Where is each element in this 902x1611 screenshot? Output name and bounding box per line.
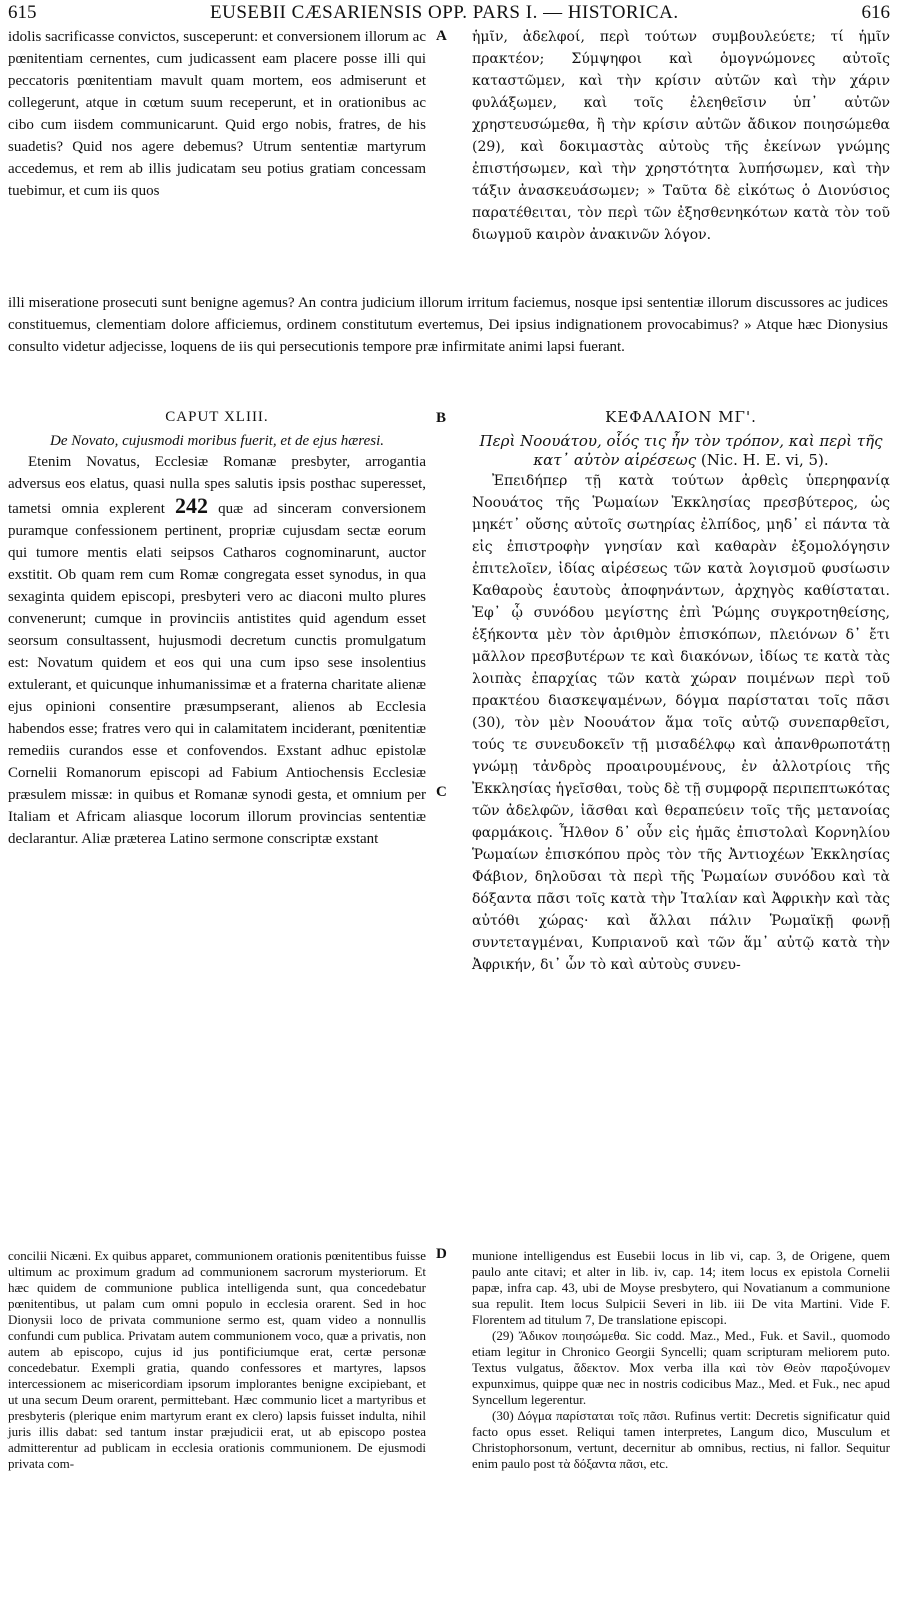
full-width-latin-text: illi miseratione prosecuti sunt benigne agemus? An contra judicium illorum irritum faciemus, nosque ipsi sententiæ illorum discussores ac judices constituemus, clementiam dolore afficiemus, ordinem constitutum evertemus, Dei ipsius indignationem provocabimus? » Atque hæc Dionysius consulto videtur adjecisse, loquens de iis qui persecutionis tempore præ infirmitate animi lapsi fuerant. — [8, 295, 888, 355]
latin-chapter-column — [8, 404, 426, 850]
latin-body-before: Etenim Novatus, Ecclesiæ Romanæ presbyter, arrogantia adversus eos elatus, quasi nulla spes salutis ipsis posthac superesset, tametsi omnia explerent — [8, 454, 426, 517]
margin-marker-b: B — [436, 410, 447, 426]
latin-chapter-body — [8, 451, 426, 850]
right-page-number: 616 — [861, 2, 890, 23]
greek-chapter-subtitle — [472, 432, 890, 470]
greek-subtitle-text: Περὶ Νοουάτου, οἷός τις ἦν τὸν τρόπον, καὶ περὶ τῆς κατ᾽ αὐτὸν αἱρέσεως — [479, 432, 883, 469]
footnote-left-text: concilii Nicæni. Ex quibus apparet, communionem orationis pœnitentibus fuisse ultimum ac proximum gradum ad communionem sacrorum mysteriorum. Et hæc quidem de communione publica intelligenda sunt, qua concedebatur pœnitentibus, ut palam cum omni populo in ecclesia orarent. Sed in hoc Dionysii loco de privata communione sermo est, quam video a nonnullis confundi cum publica. Privatam autem communionem voco, quæ a privatis, non autem ab episcopo, cujus id jus pontificiumque erat, certæ personæ concedebatur. Exempli gratia, quando confessores et martyres, lapsos intercessionem ac misericordiam ipsorum implorantes benigne excipiebant, et ut una secum Deum orarent, permittebant. Hæc communio licet a martyribus et presbyteris (plerique enim martyrum erant ex clero) lapsis fuisset indulta, nihil juris illis dabat: sed tantum instar præjudicii erat, ut ab episcopo postea admitterentur ad publicam in ecclesia orationis communionem. De ejusmodi privata com- — [8, 1248, 426, 1471]
margin-number: 242 — [175, 493, 209, 518]
footnotes-left — [8, 1248, 426, 1472]
margin-marker-a: A — [436, 28, 447, 44]
latin-chapter-subtitle: De Novato, cujusmodi moribus fuerit, et de ejus hæresi. — [50, 433, 384, 449]
greek-subtitle-ref: (Nic. H. E. vi, 5). — [700, 451, 829, 469]
footnote-29: (29) Ἄδικον ποιησώμεθα. Sic codd. Maz., Med., Fuk. et Savil., quomodo etiam legitur in Chronico Georgii Syncelli; quam scripturam meliorem puto. Textus vulgatus, ἄδεκτον. Mox verba illa καὶ τὸν Θεὸν παροξύνομεν expunximus, quippe quæ nec in nostris codicibus Maz., Med. et Fuk., nec apud Syncellum legerentur. — [472, 1328, 890, 1407]
latin-body-after: quæ ad sinceram conversionem puramque confessionem pertinent, propriæ cujusdam sectæ eorum qui tumore mentis elati seipsos Catharos cognominarunt, auctor exstitit. Ob quam rem cum Romæ congregata esset synodus, in qua sexaginta quidem episcopi, presbyteri vero ac diaconi multo plures convenerunt; cumque in provinciis antistites quid agendum esset seorsum consultassent, hujusmodi decretum cunctis promulgatum est: Novatum quidem et eos qui una cum ipso sese insolentius extulerant, et quicunque inhumanissimæ et a fraterna charitate alienæ ejus opinioni consentire præsumpserant, alienos ab Ecclesia habendos esse; fratres vero qui in calamitatem inciderant, pœnitentiæ remediis curandos esse et confovendos. Exstant adhuc epistolæ Cornelii Romanorum episcopi ad Fabium Antiochensis Ecclesiæ præsulem missæ: in quibus et Romanæ synodi gesta, et omnium per Italiam et Africam aliasque locorum illorum provincias sententiæ declarantur. Aliæ præterea Latino sermone conscriptæ exstant — [8, 501, 427, 847]
top-greek-column — [472, 26, 890, 246]
full-width-latin — [8, 292, 888, 358]
footnote-30: (30) Δόγμα παρίσταται τοῖς πᾶσι. Rufinus vertit: Decretis significatur quid facto opus esset. Reliqui tamen interpretes, Langum dico, Musculum et Christophorsonum, vertunt, decernitur ab omnibus, rectius, ni fallor. Sequitur enim paulo post τὰ δόξαντα πᾶσι, etc. — [472, 1408, 890, 1471]
footnotes-right — [472, 1248, 890, 1472]
top-latin-text: idolis sacrificasse convictos, susceperunt: et conversionem illorum ac pœnitentiam cernentes, cum judicassent eam placere posse illi qui peccatoris pœnitentiam mavult quam mortem, eos admiserunt et collegerunt, atque in cœtum suum receperunt, et in orationibus ac cibo cum iisdem communicarunt. Quid ergo nobis, fratres, de his suadetis? Quid nos agere debemus? Utrum sententiæ martyrum accedemus, et rem ab illis judicatam seu potius gratiam concessam tuebimur, et cum iis quos — [8, 29, 426, 199]
margin-marker-d: D — [436, 1246, 447, 1262]
running-header — [0, 0, 902, 26]
top-greek-text: ἡμῖν, ἀδελφοί, περὶ τούτων συμβουλεύετε; τί ἡμῖν πρακτέον; Σύμψηφοι καὶ ὁμογνώμονες αὐτοῖς καταστῶμεν, καὶ τὴν κρίσιν αὐτῶν καὶ τὴν χάριν φυλάξωμεν, καὶ τοῖς ἐλεηθεῖσιν ὑπ᾽ αὐτῶν χρηστευσώμεθα, ἢ τὴν κρίσιν αὐτῶν ἄδικον ποιησώμεθα (29), καὶ δοκιμαστὰς αὐτοὺς τῆς ἐκείνων γνώμης ἐπιστήσωμεν, καὶ τὴν χρηστότητα λυπήσωμεν, καὶ τὴν τάξιν ἀνασκευάσωμεν; » Ταῦτα δὲ εἰκότως ὁ Διονύσιος παρατέθειται, τὸν περὶ τῶν ἐξησθενηκότων κατὰ τὸν τοῦ διωγμοῦ καιρὸν ἀνακινῶν λόγον. — [472, 29, 890, 243]
left-page-number: 615 — [8, 2, 37, 23]
latin-chapter-heading: CAPUT XLIII. — [165, 409, 269, 425]
top-latin-column — [8, 26, 426, 202]
footnote-right-continuation: munione intelligendus est Eusebii locus in lib vi, cap. 3, de Origene, quem paulo ante citavi; et alter in lib. iv, cap. 14; item locus ex epistola Cornelii papæ, infra cap. 43, ubi de Moyse presbytero, qui Novatianum a communione sua repulit. Item locus Sulpicii Severi in lib. iii De vita Martini. Vide F. Florentem ad titulum 7, De translatione episcopi. — [472, 1248, 890, 1327]
running-title: EUSEBII CÆSARIENSIS OPP. PARS I. — HISTORICA. — [210, 2, 679, 23]
greek-chapter-heading: ΚΕΦΑΛΑΙΟΝ ΜΓ'. — [605, 408, 757, 426]
margin-marker-c: C — [436, 784, 447, 800]
greek-chapter-column — [472, 404, 890, 976]
greek-chapter-body: Ἐπειδήπερ τῇ κατὰ τούτων ἀρθεὶς ὑπερηφανίᾳ Νοουάτος τῆς Ῥωμαίων Ἐκκλησίας πρεσβύτερος, ὡς μηκέτ᾽ οὔσης αὐτοῖς σωτηρίας ἐλπίδος, μηδ᾽ εἰ πάντα τὰ εἰς ἐπιστροφὴν γνησίαν καὶ καθαρὰν ἐξομολόγησιν ἐπιτελοῖεν, ἰδίας αἱρέσεως τῶν κατὰ λογισμοῦ φυσίωσιν Καθαροὺς ἑαυτοὺς ἀποφηνάντων, ἀρχηγὸς καθίσταται. Ἐφ᾽ ᾧ συνόδου μεγίστης ἐπὶ Ῥώμης συγκροτηθείσης, ἑξήκοντα μὲν τὸν ἀριθμὸν ἐπισκόπων, πλειόνων δ᾽ ἔτι μᾶλλον πρεσβυτέρων τε καὶ διακόνων, ἰδίως τε κατὰ τὰς λοιπὰς ἐπαρχίας τῶν κατὰ χώραν ποιμένων περὶ τοῦ πρακτέου διασκεψαμένων, δόγμα παρίσταται τοῖς πᾶσι (30), τὸν μὲν Νοουάτον ἅμα τοῖς αὐτῷ συνεπαρθεῖσι, τούς τε συνευδοκεῖν τῇ μισαδέλφῳ καὶ ἀπανθρωποτάτῃ γνώμῃ τἀνδρὸς προαιρουμένους, ἐν ἀλλοτρίοις τῆς Ἐκκλησίας ἡγεῖσθαι, τοὺς δὲ τῇ συμφορᾷ περιπεπτωκότας τῶν ἀδελφῶν, ἰᾶσθαι καὶ θεραπεύειν τοῖς τῆς μετανοίας φαρμάκοις. Ἦλθον δ᾽ οὖν εἰς ἡμᾶς ἐπιστολαὶ Κορνηλίου Ῥωμαίων ἐπισκόπου πρὸς τὸν τῆς Ἀντιοχέων Ἐκκλησίας Φάβιον, δηλοῦσαι τὰ περὶ τῆς Ῥωμαίων συνόδου καὶ τὰ δόξαντα πᾶσι τοῖς κατὰ τὴν Ἰταλίαν καὶ Ἀφρικὴν καὶ τὰς αὐτόθι χώρας· καὶ ἄλλαι πάλιν Ῥωμαϊκῇ φωνῇ συντεταγμέναι, Κυπριανοῦ καὶ τῶν ἅμ᾽ αὐτῷ κατὰ τὴν Ἀφρικήν, δι᾽ ὧν τὸ καὶ αὐτοὺς συνευ- — [472, 473, 890, 973]
